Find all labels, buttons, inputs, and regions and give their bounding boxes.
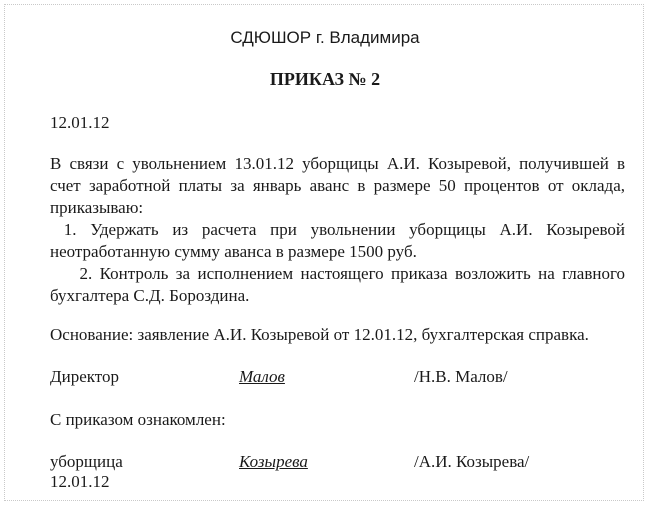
order-point-1-text: 1. Удержать из расчета при увольнении уборщицы А.И. Козыревой неотработанную сумму аванса в размере 1500 руб. xyxy=(50,220,625,261)
employee-signature: Козырева xyxy=(239,452,308,471)
employee-name: /А.И. Козырева/ xyxy=(414,452,530,471)
preamble-paragraph: В связи с увольнением 13.01.12 уборщицы А.И. Козыревой, получившей в счет заработной платы за январь аванс в размере 50 процентов от оклада, приказываю: xyxy=(50,154,625,217)
order-point-1 xyxy=(50,219,625,263)
employee-role: уборщица xyxy=(50,452,123,471)
employee-date: 12.01.12 xyxy=(50,472,110,491)
basis-line: Основание: заявление А.И. Козыревой от 12.01.12, бухгалтерская справка. xyxy=(50,325,589,344)
order-point-2-text: 2. Контроль за исполнением настоящего приказа возложить на главного бухгалтера С.Д. Бороздина. xyxy=(50,264,626,305)
order-point-2 xyxy=(50,263,625,307)
director-name: /Н.В. Малов/ xyxy=(414,367,508,386)
order-date: 12.01.12 xyxy=(50,113,110,132)
director-role: Директор xyxy=(50,367,119,386)
organization-name: СДЮШОР г. Владимира xyxy=(230,28,420,47)
order-title: ПРИКАЗ № 2 xyxy=(269,69,381,89)
director-signature: Малов xyxy=(239,367,285,386)
acknowledged-label: С приказом ознакомлен: xyxy=(50,410,226,429)
